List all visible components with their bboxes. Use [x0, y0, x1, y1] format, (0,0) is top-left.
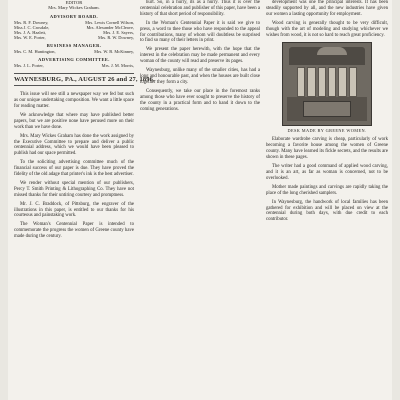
- article-paragraph: hurt. So, in a hurry, its as a hurry. Thus it is over the centennial celebration and publisher of this paper, have been a history of that short period of responsibility.: [140, 0, 260, 17]
- article-paragraph: Mother made paintings and carvings are rapidly taking the place of the long cherished samplers.: [266, 184, 388, 196]
- figure-caption: DESK MADE BY GREENE WOMEN.: [287, 128, 367, 134]
- desk-panel: [303, 101, 351, 117]
- roster-name: Mrs. W. B. McKinney,: [94, 48, 134, 54]
- roster-row: [14, 35, 134, 40]
- roster-name: Mrs. J. L. Porter,: [14, 63, 44, 69]
- article-paragraph: Wood carving is generally thought to be very difficult, though with the art of modeling and studying whichever we wishes from wood, it is not so hard to reach great proficiency.: [266, 20, 388, 38]
- advisory-heading: ADVISORY BOARD.: [49, 13, 99, 19]
- roster-name: Mrs. J. M. Morris,: [101, 63, 134, 69]
- desk-slot: [338, 67, 346, 97]
- dateline: WAYNESBURG, PA., AUGUST 26 and 27, 1896.: [14, 73, 134, 86]
- article-paragraph: development was one the principal interests. It has been steadily supported by all, and the new industries have given our women a lasting opportunity for employment.: [266, 0, 388, 17]
- desk-top: [289, 47, 365, 65]
- column-1: [14, 0, 155, 400]
- masthead-lines: [14, 0, 134, 11]
- desk-slot: [318, 67, 326, 97]
- article-paragraph: This issue will see still a newspaper way we fed but such as our unique undertaking composition. We want a little space for reading matter.: [14, 92, 134, 109]
- article-paragraph: We acknowledge that where may have published better papers, but we are positive none have perused more on their work than we have done.: [14, 112, 134, 130]
- desk-slot: [349, 67, 357, 97]
- roster-row: [14, 63, 134, 68]
- article-paragraph: Elaborate wardrobe carving is cheap, particularly of work becoming a favorite house among the women of Greene county. Many have learned its fickle secrets, and the results are shown in these pages.: [266, 137, 388, 161]
- desk-slot: [297, 67, 305, 97]
- newspaper-page: [8, 0, 392, 400]
- article-paragraph: We present the paper herewith, with the hope that the interest in the celebration may be made permanent and every woman of the county will read and preserve its pages.: [140, 47, 260, 65]
- masthead-line: EDITOR: [65, 0, 83, 5]
- business-heading: BUSINESS MANAGER.: [46, 42, 102, 48]
- roster-name: Mrs. C. M. Huntington,: [14, 48, 56, 54]
- desk-slot: [328, 67, 336, 97]
- roster-name: Mrs. W. E. Porter,: [14, 34, 46, 40]
- roster-name: Mrs. J. A. Hazlett,: [14, 29, 47, 35]
- article-paragraph: Mr. J. C. Braddock, of Pittsburg, the engraver of the illustrations in this paper, is entitled to our thanks for his courteous and painstaking work.: [14, 201, 134, 219]
- article-paragraph: The Woman's Centennial Paper is intended to commemorate the progress the women of Greene county have made during the century.: [14, 222, 134, 240]
- article-paragraph: In Waynesburg, the handwork of local families has been gathered for exhibition and will be placed on view at the centennial during both days, with due credit to each contributor.: [266, 199, 388, 223]
- roster-name: Mrs. J. E. Sayers,: [103, 29, 134, 35]
- desk-crest: [317, 47, 347, 55]
- article-paragraph: We render without special mention of our publishers, Percy T. Smith Printing & Lithographing Co. They have not missed thanks for their untiring courtesy and promptness.: [14, 180, 134, 198]
- desk-pigeonholes: [297, 67, 357, 97]
- roster-name: Miss J. C. Crosdale,: [14, 24, 50, 30]
- desk-illustration: [282, 42, 372, 126]
- desk-slot: [307, 67, 315, 97]
- roster-name: Mrs. R. W. Downey,: [98, 34, 134, 40]
- advertising-heading: ADVERTISING COMMITTEE.: [38, 57, 110, 63]
- article-paragraph: Mrs. Mary Wickes Graham has done the work assigned by the Executive Committee to prepare and deliver a public centennial address, which we would have been pleased to publish had our space permitted.: [14, 133, 134, 157]
- roster-name: Mrs. R. F. Downey,: [14, 19, 49, 25]
- advisory-roster: [14, 20, 134, 40]
- roster-row: [14, 49, 134, 54]
- roster-name: Mrs. Lewis Cornell Wilson,: [85, 19, 134, 25]
- masthead-line: Mrs. Mary Wickes Graham.: [48, 5, 100, 11]
- article-paragraph: In the Woman's Centennial Paper it is said we give to press, a word to thee those who have responded to the appeal for contributions, many of whom will doubtless be surprised to find so many of their letters in print.: [140, 20, 260, 44]
- article-paragraph: To the soliciting advertising committee much of the financial success of our paper is due. They have proved the fidelity of the old adage that printer's ink is the best advertiser.: [14, 160, 134, 178]
- article-paragraph: Consequently, we take our place in the foremost ranks among those who have ever sought to preserve the history of the county in a practical form and to hand it down to the coming generations.: [140, 88, 260, 112]
- roster-name: Mrs. Alexander McCleave,: [86, 24, 134, 30]
- column-2: [140, 0, 260, 400]
- article-paragraph: The writer had a good command of applied wood carving, and it is an art, as far as woman is concerned, not to be overlooked.: [266, 164, 388, 181]
- column-3: [266, 0, 388, 400]
- article-paragraph: Waynesburg, unlike many of the smaller cities, has had a long and honourable past, and when the houses are built close together they form a city.: [140, 68, 260, 85]
